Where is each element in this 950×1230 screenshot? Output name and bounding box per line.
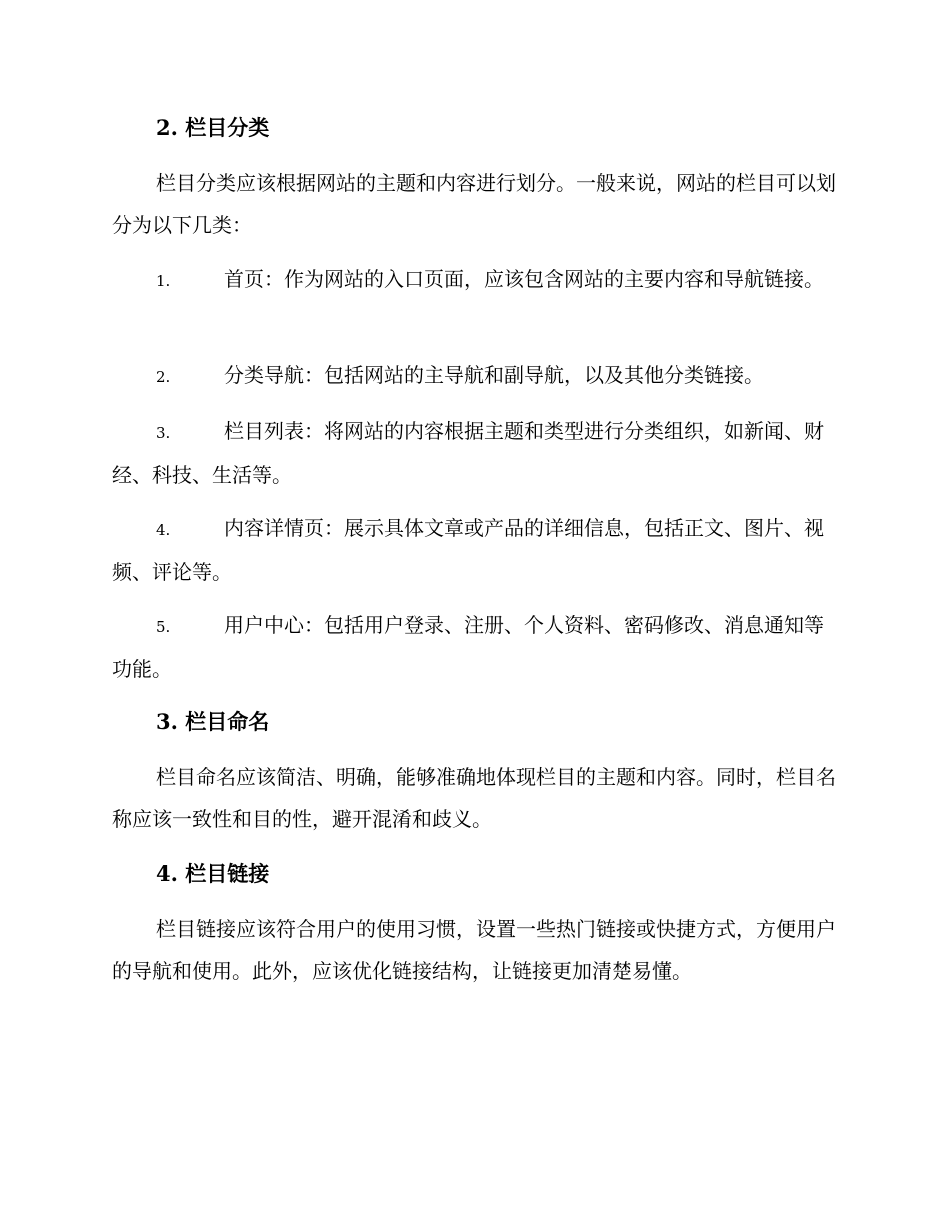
list-item-text: 分类导航：包括网站的主导航和副导航，以及其他分类链接。 — [224, 363, 764, 387]
list-item-number: 2. — [156, 368, 171, 386]
list-item-number: 3. — [156, 424, 171, 442]
list-item — [112, 354, 837, 398]
list-item — [112, 410, 837, 496]
list-item-text: 栏目列表：将网站的内容根据主题和类型进行分类组织，如新闻、财经、科技、生活等。 — [112, 419, 824, 487]
list-item-text: 用户中心：包括用户登录、注册、个人资料、密码修改、消息通知等功能。 — [112, 613, 824, 681]
list-item — [112, 507, 837, 593]
list-item-text: 首页：作为网站的入口页面，应该包含网站的主要内容和导航链接。 — [224, 267, 824, 291]
section-body-links: 栏目链接应该符合用户的使用习惯，设置一些热门链接或快捷方式，方便用户的导航和使用。此外，应该优化链接结构，让链接更加清楚易懂。 — [112, 917, 836, 983]
list-item-text: 内容详情页：展示具体文章或产品的详细信息，包括正文、图片、视频、评论等。 — [112, 516, 824, 584]
section-heading-links: 4. 栏目链接 — [156, 861, 270, 886]
list-item-number: 4. — [156, 521, 171, 539]
section-heading-classification: 2. 栏目分类 — [156, 115, 270, 140]
list-item — [112, 604, 837, 690]
list-item-number: 1. — [156, 272, 171, 290]
list-item — [112, 258, 837, 302]
list-item-number: 5. — [156, 618, 171, 636]
section-intro-classification: 栏目分类应该根据网站的主题和内容进行划分。一般来说，网站的栏目可以划分为以下几类： — [112, 171, 836, 237]
section-body-naming: 栏目命名应该简洁、明确，能够准确地体现栏目的主题和内容。同时，栏目名称应该一致性和目的性，避开混淆和歧义。 — [112, 765, 836, 831]
section-heading-naming: 3. 栏目命名 — [156, 709, 270, 734]
